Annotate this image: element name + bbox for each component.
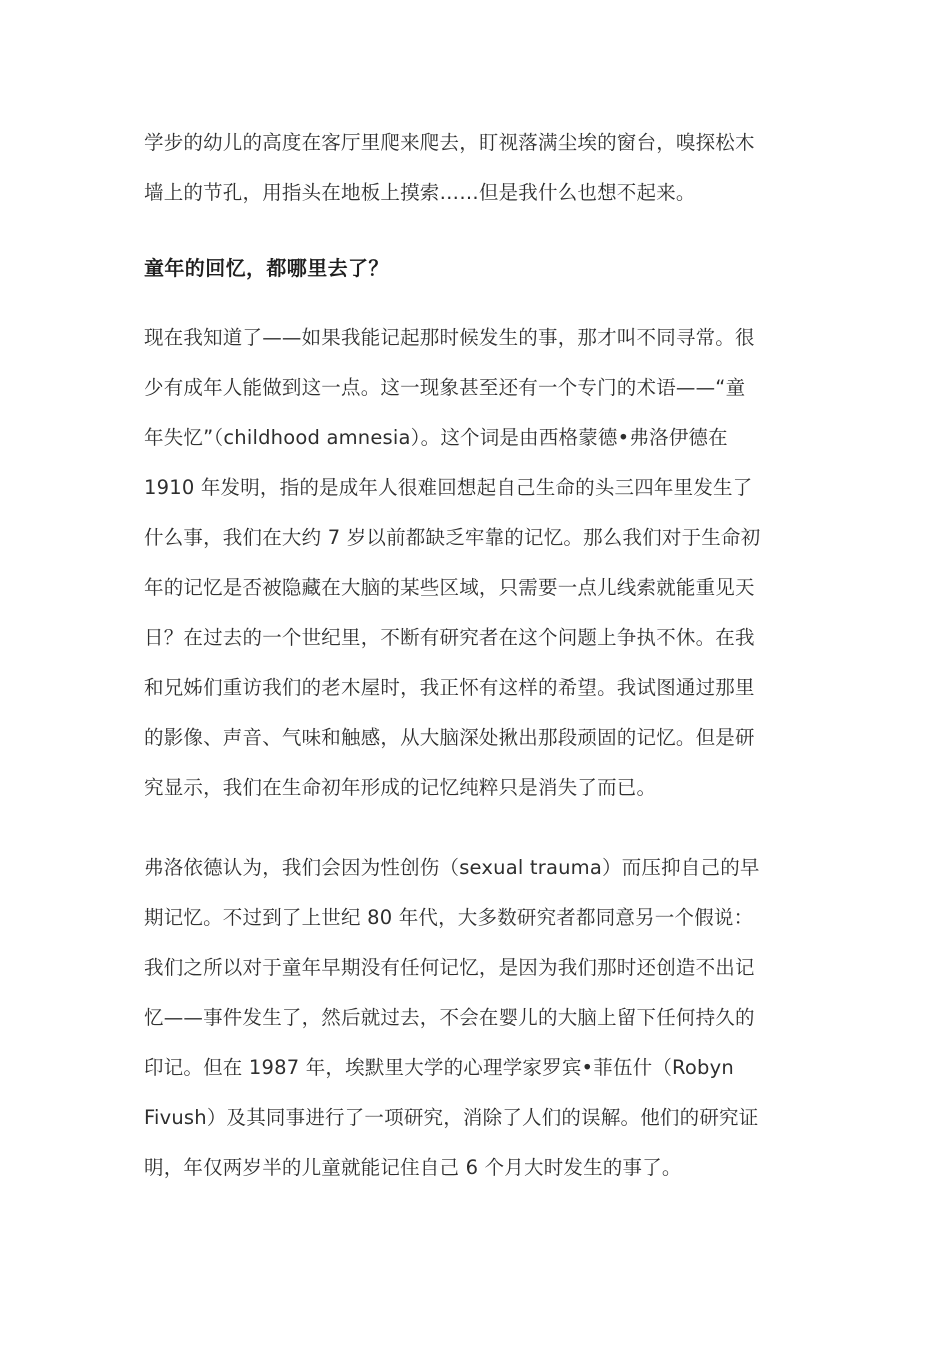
body-paragraph-2 <box>144 843 812 1193</box>
text-line: 墙上的节孔，用指头在地板上摸索……但是我什么也想不起来。 <box>144 181 696 204</box>
text-line: 我们之所以对于童年早期没有任何记忆，是因为我们那时还创造不出记 <box>144 956 755 979</box>
intro-paragraph <box>144 118 812 218</box>
text-line: 日？在过去的一个世纪里，不断有研究者在这个问题上争执不休。在我 <box>144 626 755 649</box>
text-line: 年失忆”（childhood amnesia）。这个词是由西格蒙德•弗洛伊德在 <box>144 426 728 449</box>
text-line: 和兄姊们重访我们的老木屋时，我正怀有这样的希望。我试图通过那里 <box>144 676 755 699</box>
text-line: 究显示，我们在生命初年形成的记忆纯粹只是消失了而已。 <box>144 776 657 799</box>
text-line: 忆——事件发生了，然后就过去，不会在婴儿的大脑上留下任何持久的 <box>144 1006 755 1029</box>
text-line: 现在我知道了——如果我能记起那时候发生的事，那才叫不同寻常。很 <box>144 326 755 349</box>
text-line: 的影像、声音、气味和触感，从大脑深处揪出那段顽固的记忆。但是研 <box>144 726 755 749</box>
text-line: 印记。但在 1987 年，埃默里大学的心理学家罗宾•菲伍什（Robyn <box>144 1056 734 1079</box>
text-line: 明，年仅两岁半的儿童就能记住自己 6 个月大时发生的事了。 <box>144 1156 682 1179</box>
text-line: Fivush）及其同事进行了一项研究，消除了人们的误解。他们的研究证 <box>144 1106 759 1129</box>
text-line: 弗洛依德认为，我们会因为性创伤（sexual trauma）而压抑自己的早 <box>144 856 760 879</box>
text-line: 1910 年发明，指的是成年人很难回想起自己生命的头三四年里发生了 <box>144 476 753 499</box>
spacer <box>144 283 812 313</box>
text-line: 少有成年人能做到这一点。这一现象甚至还有一个专门的术语——“童 <box>144 376 746 399</box>
body-paragraph-1 <box>144 313 812 813</box>
text-line: 年的记忆是否被隐藏在大脑的某些区域，只需要一点儿线索就能重见天 <box>144 576 755 599</box>
spacer <box>144 813 812 843</box>
text-line: 期记忆。不过到了上世纪 80 年代，大多数研究者都同意另一个假说： <box>144 906 754 929</box>
text-line: 学步的幼儿的高度在客厅里爬来爬去，盯视落满尘埃的窗台，嗅探松木 <box>144 131 755 154</box>
spacer <box>144 218 812 253</box>
article-body <box>144 118 812 1193</box>
text-line: 什么事，我们在大约 7 岁以前都缺乏牢靠的记忆。那么我们对于生命初 <box>144 526 761 549</box>
section-heading: 童年的回忆，都哪里去了？ <box>144 256 389 280</box>
